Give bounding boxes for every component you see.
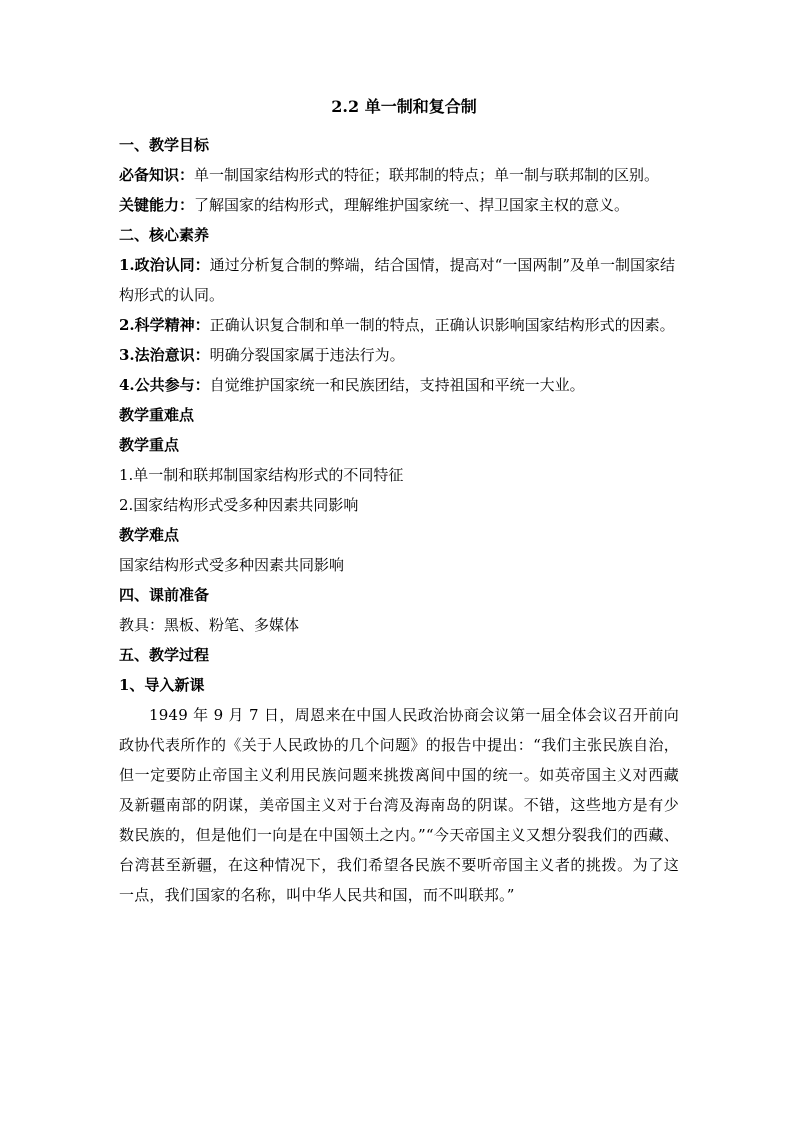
objective-text: 单一制国家结构形式的特征；联邦制的特点；单一制与联邦制的区别。 xyxy=(194,166,660,184)
subheading-introduction: 1、导入新课 xyxy=(119,676,205,694)
subheading-key-points: 教学重点 xyxy=(119,436,180,454)
difficult-point-text: 国家结构形式受多种因素共同影响 xyxy=(119,556,345,574)
document-body xyxy=(119,96,679,910)
page-title: 2.2 单一制和复合制 xyxy=(331,97,477,116)
literacy-text: 正确认识复合制和单一制的特点，正确认识影响国家结构形式的因素。 xyxy=(209,316,675,334)
subheading-difficult-points: 教学难点 xyxy=(119,526,180,544)
key-point-item: 1.单一制和联邦制国家结构形式的不同特征 xyxy=(119,466,404,484)
objective-knowledge xyxy=(119,160,679,190)
objective-label: 关键能力： xyxy=(119,196,195,214)
section-heading-preparation: 四、课前准备 xyxy=(119,586,210,604)
objective-text: 了解国家的结构形式，理解维护国家统一、捍卫国家主权的意义。 xyxy=(194,196,630,214)
literacy-label: 4.公共参与： xyxy=(119,376,210,394)
key-point-item: 2.国家结构形式受多种因素共同影响 xyxy=(119,496,359,514)
literacy-text: 明确分裂国家属于违法行为。 xyxy=(209,346,405,364)
literacy-label: 1.政治认同： xyxy=(119,256,210,274)
literacy-text: 通过分析复合制的弊端，结合国情，提高对“一国两制”及单一制国家结构形式的认同。 xyxy=(119,256,676,304)
section-heading-literacy: 二、核心素养 xyxy=(119,226,210,244)
section-heading-objectives: 一、教学目标 xyxy=(119,136,210,154)
literacy-participation xyxy=(119,370,679,400)
objective-label: 必备知识： xyxy=(119,166,195,184)
preparation-tools: 教具：黑板、粉笔、多媒体 xyxy=(119,616,300,634)
section-heading-process: 五、教学过程 xyxy=(119,646,210,664)
literacy-label: 3.法治意识： xyxy=(119,346,210,364)
literacy-political xyxy=(119,250,679,310)
intro-paragraph: 1949 年 9 月 7 日，周恩来在中国人民政治协商会议第一届全体会议召开前向政协代表所作的《关于人民政协的几个问题》的报告中提出：“我们主张民族自治，但一定要防止帝国主义利用民族问题来挑拨离间中国的统一。如英帝国主义对西藏及新疆南部的阴谋，美帝国主义对于台湾及海南岛的阴谋。不错，这些地方是有少数民族的，但是他们一向是在中国领土之内。”“今天帝国主义又想分裂我们的西藏、台湾甚至新疆，在这种情况下，我们希望各民族不要听帝国主义者的挑拨。为了这一点，我们国家的名称，叫中华人民共和国，而不叫联邦。” xyxy=(119,706,679,904)
section-heading-key-difficult: 教学重难点 xyxy=(119,406,195,424)
objective-ability xyxy=(119,190,679,220)
literacy-label: 2.科学精神： xyxy=(119,316,210,334)
literacy-law xyxy=(119,340,679,370)
literacy-science xyxy=(119,310,679,340)
literacy-text: 自觉维护国家统一和民族团结，支持祖国和平统一大业。 xyxy=(209,376,585,394)
